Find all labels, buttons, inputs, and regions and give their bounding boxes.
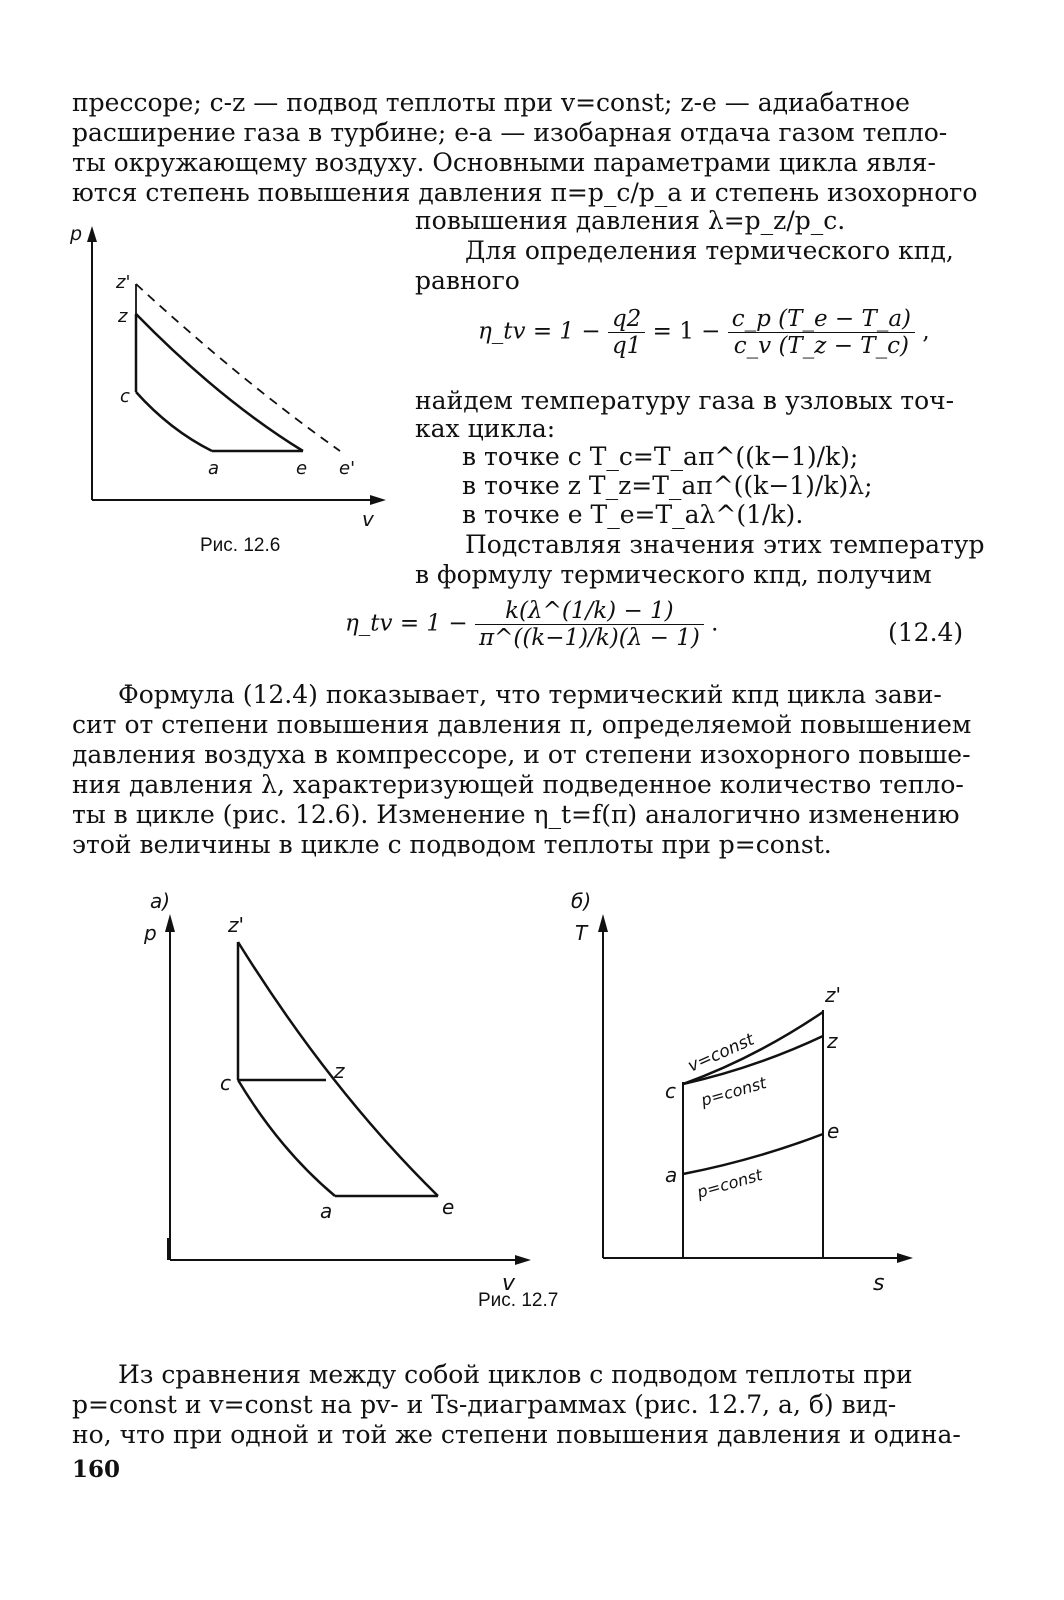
fraction-numerator: c_p (T_e − T_a) (728, 306, 915, 333)
point-label-a: a (665, 1163, 678, 1187)
compression-a-c (238, 1080, 335, 1196)
fraction-denominator: π^((k−1)/k)(λ − 1) (478, 625, 700, 651)
axis-label-p: p (144, 921, 157, 945)
figure-12-7a (130, 880, 550, 1300)
point-label-e: e (442, 1195, 455, 1219)
point-label-z: z (334, 1059, 345, 1083)
equation-number: (12.4) (888, 618, 964, 647)
point-label-z-prime: z' (228, 913, 244, 937)
text-line: ках цикла: (415, 414, 556, 443)
axis-label-T: T (575, 921, 588, 945)
fraction-c (728, 306, 915, 359)
formula-tail: , (922, 318, 930, 345)
point-label-e: e (827, 1119, 840, 1143)
text-line: расширение газа в турбине; e-a — изобарная отдача газом тепло- (72, 118, 948, 147)
formula-tail: . (711, 610, 719, 637)
point-label-a: a (208, 458, 220, 479)
text-line: Из сравнения между собой циклов с подводом теплоты при (118, 1360, 913, 1389)
formula-lhs: η_tv = 1 − (345, 610, 468, 637)
adiabat-z-e (136, 314, 303, 451)
formula-mid: = 1 − (652, 318, 721, 345)
text-line: p=const и v=const на pv- и Ts-диаграммах (рис. 12.7, a, б) вид- (72, 1390, 897, 1419)
eta-formula (478, 306, 930, 359)
fraction-denominator: q1 (611, 333, 642, 359)
figure-caption: Рис. 12.7 (478, 1290, 559, 1311)
text-line: давления воздуха в компрессоре, и от степени изохорного повыше- (72, 740, 971, 769)
y-axis-arrow (598, 914, 608, 932)
point-label-c: c (665, 1079, 676, 1103)
text-line: в формулу термического кпд, получим (415, 560, 932, 589)
fraction (475, 598, 704, 651)
text-line: ния давления λ, характеризующей подведенное количество тепло- (72, 770, 964, 799)
point-label-z-prime: z' (116, 272, 131, 293)
text-line: сит от степени повышения давления π, определяемой повышением (72, 710, 972, 739)
x-axis-arrow (515, 1255, 531, 1265)
y-axis-arrow (87, 226, 97, 242)
axis-label-v: v (362, 507, 374, 531)
curve-label-p-const-upper: p=const (698, 1073, 769, 1110)
point-label-z: z (827, 1029, 838, 1053)
text-line: равного (415, 266, 520, 295)
fraction-numerator: q2 (608, 306, 645, 333)
figure-12-7b (555, 880, 935, 1300)
equation-12-4 (345, 598, 718, 651)
figure-caption: Рис. 12.6 (200, 535, 281, 556)
formula-lhs: η_tv = 1 − (478, 318, 601, 345)
point-label-c: c (120, 386, 130, 407)
text-line: в точке z T_z=T_aπ^((k−1)/k)λ; (462, 471, 873, 500)
x-axis-arrow (897, 1253, 913, 1263)
axis-label-p: p (70, 223, 83, 245)
text-line: повышения давления λ=p_z/p_c. (415, 206, 846, 235)
page-number: 160 (72, 1456, 121, 1483)
curve-label-p-const-lower: p=const (694, 1165, 765, 1202)
text-line: Подставляя значения этих температур (465, 530, 985, 559)
axis-label-v: v (502, 1271, 516, 1296)
point-label-z-prime: z' (825, 983, 841, 1007)
x-axis-arrow (370, 495, 386, 505)
fraction-denominator: c_v (T_z − T_c) (733, 333, 909, 359)
y-axis-arrow (165, 914, 175, 932)
point-label-c: c (220, 1071, 231, 1095)
text-line: прессоре; c-z — подвод теплоты при v=const; z-e — адиабатное (72, 88, 910, 117)
curve-label-v-const: v=const (684, 1029, 758, 1077)
text-line: в точке c T_c=T_aπ^((k−1)/k); (462, 442, 859, 471)
panel-label: a) (150, 889, 171, 913)
dashed-adiabat-z'-e' (136, 284, 340, 451)
fraction-numerator: k(λ^(1/k) − 1) (475, 598, 704, 625)
point-label-e: e (296, 458, 308, 479)
point-label-e-prime: e' (339, 458, 356, 479)
point-label-a: a (320, 1199, 333, 1223)
text-line: ты окружающему воздуху. Основными параметрами цикла явля- (72, 148, 936, 177)
text-line: Формула (12.4) показывает, что термический кпд цикла зави- (118, 680, 942, 709)
figure-12-6 (60, 220, 400, 540)
point-label-z: z (118, 306, 128, 327)
text-line: найдем температуру газа в узловых точ- (415, 386, 955, 415)
text-line: этой величины в цикле с подводом теплоты при p=const. (72, 830, 832, 859)
compression-a-c (136, 392, 212, 451)
text-line: но, что при одной и той же степени повышения давления и одина- (72, 1420, 961, 1449)
fraction-q (608, 306, 645, 359)
text-line: в точке e T_e=T_aλ^(1/k). (462, 500, 804, 529)
axis-label-s: s (873, 1271, 885, 1296)
panel-label: б) (571, 889, 592, 913)
text-line: ты в цикле (рис. 12.6). Изменение η_t=f(π) аналогично изменению (72, 800, 960, 829)
text-line: Для определения термического кпд, (465, 236, 954, 265)
text-line: ются степень повышения давления π=p_c/p_a и степень изохорного (72, 178, 978, 207)
